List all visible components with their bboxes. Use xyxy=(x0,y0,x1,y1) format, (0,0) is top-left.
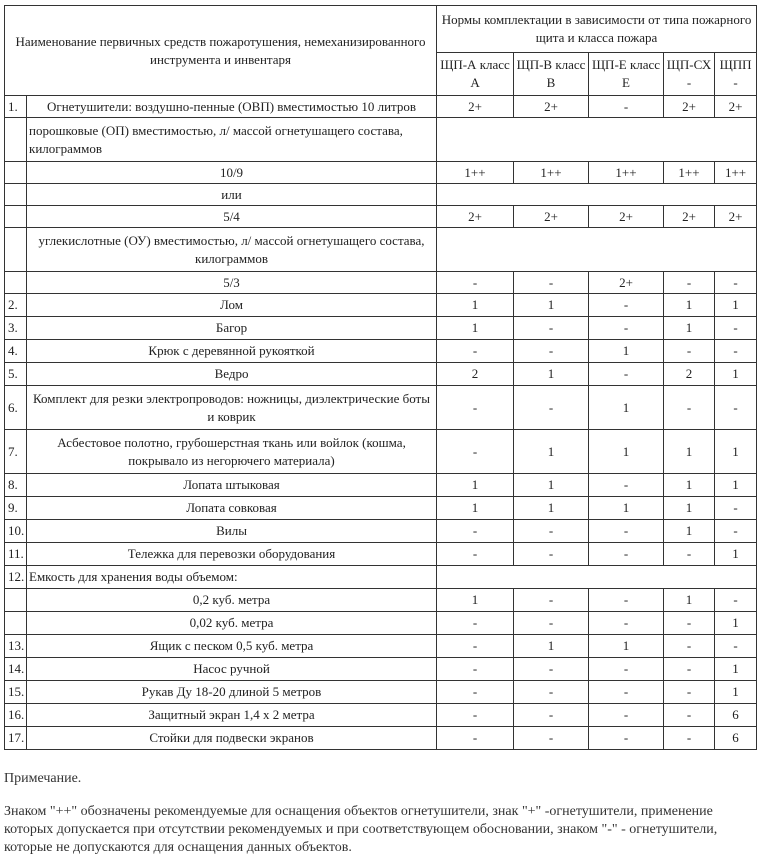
row-empty-values xyxy=(437,184,757,206)
row-value: - xyxy=(437,340,514,363)
row-value: 1 xyxy=(664,430,715,474)
row-value: 2+ xyxy=(437,96,514,118)
header-norms-group: Нормы комплектации в зависимости от типа пожарного щита и класса пожара xyxy=(437,6,757,53)
table-row xyxy=(5,681,757,704)
row-value: - xyxy=(437,727,514,750)
row-value: 1++ xyxy=(664,162,715,184)
row-value: - xyxy=(715,635,757,658)
row-value: - xyxy=(589,294,664,317)
row-number xyxy=(5,118,27,162)
table-row xyxy=(5,363,757,386)
row-number xyxy=(5,589,27,612)
row-value: 1 xyxy=(664,589,715,612)
row-number: 8. xyxy=(5,474,27,497)
row-value: - xyxy=(437,658,514,681)
table-row xyxy=(5,272,757,294)
row-empty-values xyxy=(437,228,757,272)
row-value: 1 xyxy=(437,497,514,520)
row-value: 1 xyxy=(514,635,589,658)
row-value: - xyxy=(437,272,514,294)
row-value: 1 xyxy=(715,681,757,704)
table-row xyxy=(5,386,757,430)
row-value: - xyxy=(715,340,757,363)
row-value: - xyxy=(589,317,664,340)
row-name: Насос ручной xyxy=(27,658,437,681)
table-row xyxy=(5,589,757,612)
row-empty-values xyxy=(437,118,757,162)
row-value: 2 xyxy=(437,363,514,386)
row-value: 2+ xyxy=(664,206,715,228)
row-name: Лом xyxy=(27,294,437,317)
table-row xyxy=(5,474,757,497)
row-value: - xyxy=(589,704,664,727)
row-number: 6. xyxy=(5,386,27,430)
row-value: - xyxy=(715,520,757,543)
row-name: Емкость для хранения воды объемом: xyxy=(27,566,437,589)
row-value: - xyxy=(664,340,715,363)
row-value: - xyxy=(437,704,514,727)
row-value: 1 xyxy=(715,474,757,497)
row-number: 10. xyxy=(5,520,27,543)
row-value: - xyxy=(437,520,514,543)
note-text: Знаком "++" обозначены рекомендуемые для оснащения объектов огнетушители, знак "+" -огнетушители, применение которых допускается при отсутствии рекомендуемых и при соответствующем обосновании, знаком "-" - огнетушители, которые не допускаются для оснащения данных объектов. xyxy=(4,804,718,855)
table-row xyxy=(5,566,757,589)
row-value: - xyxy=(589,520,664,543)
row-name: Тележка для перевозки оборудования xyxy=(27,543,437,566)
row-name: Стойки для подвески экранов xyxy=(27,727,437,750)
row-value: - xyxy=(437,543,514,566)
row-value: - xyxy=(514,681,589,704)
header-type-2: ЩП-В класс В xyxy=(514,53,589,96)
row-value: - xyxy=(664,612,715,635)
row-value: 1 xyxy=(664,317,715,340)
row-value: 1 xyxy=(715,612,757,635)
header-type-1: ЩП-А класс А xyxy=(437,53,514,96)
row-value: - xyxy=(715,317,757,340)
row-value: 1 xyxy=(437,294,514,317)
row-value: - xyxy=(514,704,589,727)
row-number: 11. xyxy=(5,543,27,566)
row-name: Защитный экран 1,4 х 2 метра xyxy=(27,704,437,727)
table-row xyxy=(5,317,757,340)
table-row xyxy=(5,612,757,635)
row-value: 6 xyxy=(715,704,757,727)
row-value: 1 xyxy=(437,589,514,612)
row-number xyxy=(5,162,27,184)
row-value: - xyxy=(715,497,757,520)
row-value: - xyxy=(514,520,589,543)
row-value: 1 xyxy=(514,363,589,386)
table-row xyxy=(5,497,757,520)
norms-table xyxy=(4,5,757,750)
row-value: - xyxy=(715,589,757,612)
row-value: 2+ xyxy=(514,96,589,118)
row-name: 0,2 куб. метра xyxy=(27,589,437,612)
table-row xyxy=(5,96,757,118)
row-number: 14. xyxy=(5,658,27,681)
row-number: 15. xyxy=(5,681,27,704)
row-value: - xyxy=(715,386,757,430)
row-value: 1 xyxy=(437,317,514,340)
table-row xyxy=(5,727,757,750)
row-value: 2+ xyxy=(514,206,589,228)
table-row xyxy=(5,340,757,363)
row-value: 1++ xyxy=(589,162,664,184)
row-value: - xyxy=(664,658,715,681)
row-value: - xyxy=(514,658,589,681)
row-number: 12. xyxy=(5,566,27,589)
row-value: - xyxy=(514,340,589,363)
row-value: 1 xyxy=(589,497,664,520)
row-value: 2+ xyxy=(715,96,757,118)
row-value: 1 xyxy=(589,340,664,363)
row-value: 2+ xyxy=(589,206,664,228)
row-value: 1 xyxy=(715,294,757,317)
row-value: - xyxy=(664,635,715,658)
row-name: углекислотные (ОУ) вместимостью, л/ массой огнетушащего состава, килограммов xyxy=(27,228,437,272)
row-value: - xyxy=(514,386,589,430)
row-number: 3. xyxy=(5,317,27,340)
row-value: - xyxy=(514,317,589,340)
row-value: 1 xyxy=(664,294,715,317)
row-value: - xyxy=(589,658,664,681)
row-name: Лопата штыковая xyxy=(27,474,437,497)
row-number: 2. xyxy=(5,294,27,317)
row-value: - xyxy=(589,96,664,118)
row-value: - xyxy=(589,681,664,704)
header-type-5: ЩПП - xyxy=(715,53,757,96)
row-number: 1. xyxy=(5,96,27,118)
row-name: Огнетушители: воздушно-пенные (ОВП) вместимостью 10 литров xyxy=(27,96,437,118)
row-value: - xyxy=(437,681,514,704)
row-value: - xyxy=(437,430,514,474)
table-row xyxy=(5,228,757,272)
row-name: Ведро xyxy=(27,363,437,386)
row-value: 2+ xyxy=(589,272,664,294)
row-value: - xyxy=(437,635,514,658)
row-value: - xyxy=(514,589,589,612)
row-value: - xyxy=(589,727,664,750)
row-value: - xyxy=(514,543,589,566)
row-value: - xyxy=(589,363,664,386)
row-empty-values xyxy=(437,566,757,589)
row-value: - xyxy=(715,272,757,294)
table-row xyxy=(5,658,757,681)
row-value: - xyxy=(664,727,715,750)
row-value: 1 xyxy=(589,430,664,474)
row-value: - xyxy=(664,272,715,294)
row-value: 1 xyxy=(715,363,757,386)
row-value: 1++ xyxy=(715,162,757,184)
row-number: 5. xyxy=(5,363,27,386)
row-name: Рукав Ду 18-20 длиной 5 метров xyxy=(27,681,437,704)
row-value: 1 xyxy=(437,474,514,497)
row-value: - xyxy=(514,272,589,294)
row-number: 9. xyxy=(5,497,27,520)
row-value: 1 xyxy=(715,543,757,566)
table-row xyxy=(5,162,757,184)
table-row xyxy=(5,430,757,474)
row-name: Комплект для резки электропроводов: ножницы, диэлектрические боты и коврик xyxy=(27,386,437,430)
table-row xyxy=(5,206,757,228)
row-number: 7. xyxy=(5,430,27,474)
row-number xyxy=(5,612,27,635)
row-value: - xyxy=(664,704,715,727)
row-name: 5/4 xyxy=(27,206,437,228)
row-number xyxy=(5,206,27,228)
row-value: 2 xyxy=(664,363,715,386)
row-value: - xyxy=(664,681,715,704)
row-value: 1 xyxy=(589,386,664,430)
row-value: 1 xyxy=(715,658,757,681)
row-name: или xyxy=(27,184,437,206)
row-number xyxy=(5,184,27,206)
row-value: - xyxy=(589,589,664,612)
row-value: 1 xyxy=(514,474,589,497)
row-value: 6 xyxy=(715,727,757,750)
row-value: - xyxy=(589,612,664,635)
row-value: 1 xyxy=(514,497,589,520)
row-value: - xyxy=(664,386,715,430)
row-value: 1++ xyxy=(514,162,589,184)
row-value: - xyxy=(589,474,664,497)
row-name: 10/9 xyxy=(27,162,437,184)
row-value: 1 xyxy=(664,520,715,543)
table-row xyxy=(5,635,757,658)
header-type-4: ЩП-СХ - xyxy=(664,53,715,96)
row-value: 1 xyxy=(514,430,589,474)
row-name: Вилы xyxy=(27,520,437,543)
note-title: Примечание. xyxy=(4,771,82,786)
table-row xyxy=(5,543,757,566)
row-name: порошковые (ОП) вместимостью, л/ массой огнетушащего состава, килограммов xyxy=(27,118,437,162)
row-value: 2+ xyxy=(664,96,715,118)
row-name: 5/3 xyxy=(27,272,437,294)
row-value: 1 xyxy=(664,474,715,497)
row-number xyxy=(5,272,27,294)
row-value: - xyxy=(514,612,589,635)
row-name: Лопата совковая xyxy=(27,497,437,520)
table-row xyxy=(5,704,757,727)
row-number: 4. xyxy=(5,340,27,363)
row-name: Ящик с песком 0,5 куб. метра xyxy=(27,635,437,658)
header-type-3: ЩП-Е класс Е xyxy=(589,53,664,96)
row-number: 16. xyxy=(5,704,27,727)
row-value: - xyxy=(437,612,514,635)
table-row xyxy=(5,118,757,162)
row-value: 1 xyxy=(715,430,757,474)
row-value: 1 xyxy=(514,294,589,317)
row-value: - xyxy=(437,386,514,430)
row-value: 2+ xyxy=(715,206,757,228)
row-value: - xyxy=(589,543,664,566)
row-number: 17. xyxy=(5,727,27,750)
header-name-column: Наименование первичных средств пожаротушения, немеханизированного инструмента и инвентаря xyxy=(5,6,437,96)
table-row xyxy=(5,520,757,543)
row-number xyxy=(5,228,27,272)
row-name: 0,02 куб. метра xyxy=(27,612,437,635)
row-name: Асбестовое полотно, грубошерстная ткань или войлок (кошма, покрывало из негорючего материала) xyxy=(27,430,437,474)
row-value: - xyxy=(664,543,715,566)
row-value: 1++ xyxy=(437,162,514,184)
row-value: 1 xyxy=(664,497,715,520)
row-value: 1 xyxy=(589,635,664,658)
row-number: 13. xyxy=(5,635,27,658)
row-name: Багор xyxy=(27,317,437,340)
row-name: Крюк с деревянной рукояткой xyxy=(27,340,437,363)
table-row xyxy=(5,294,757,317)
row-value: 2+ xyxy=(437,206,514,228)
row-value: - xyxy=(514,727,589,750)
table-row xyxy=(5,184,757,206)
